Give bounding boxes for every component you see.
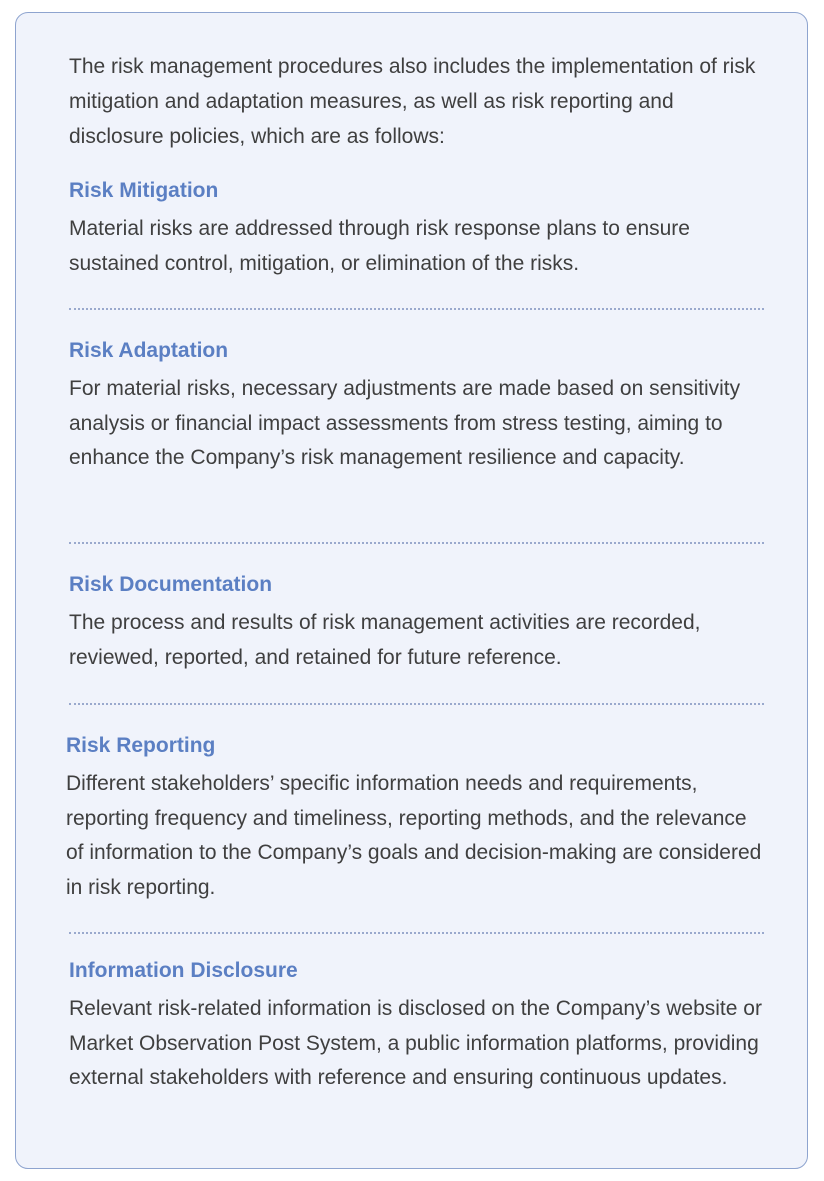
section-divider bbox=[69, 542, 764, 544]
section-title: Risk Documentation bbox=[69, 573, 273, 596]
section-title: Risk Mitigation bbox=[69, 179, 219, 202]
section-title: Risk Reporting bbox=[66, 734, 216, 757]
section-information-disclosure bbox=[69, 957, 769, 1096]
risk-procedures-panel bbox=[15, 12, 808, 1169]
section-body: The process and results of risk management activities are recorded, reviewed, reported, and retained for future reference. bbox=[69, 611, 701, 669]
section-divider bbox=[69, 932, 764, 934]
intro-paragraph: The risk management procedures also includes the implementation of risk mitigation and adaptation measures, as well as risk reporting and disclosure policies, which are as follows: bbox=[69, 55, 756, 148]
section-risk-reporting bbox=[66, 732, 766, 905]
section-risk-mitigation bbox=[69, 177, 769, 281]
section-title: Risk Adaptation bbox=[69, 339, 229, 362]
section-risk-documentation bbox=[69, 571, 769, 675]
section-title: Information Disclosure bbox=[69, 959, 298, 982]
section-body: For material risks, necessary adjustments are made based on sensitivity analysis or financial impact assessments from stress testing, aiming to enhance the Company’s risk management resilience and capacity. bbox=[69, 377, 741, 469]
section-risk-adaptation bbox=[69, 337, 769, 476]
section-divider bbox=[69, 703, 764, 705]
section-body: Material risks are addressed through risk response plans to ensure sustained control, mitigation, or elimination of the risks. bbox=[69, 217, 690, 275]
section-body: Relevant risk-related information is disclosed on the Company’s website or Market Observation Post System, a public information platforms, providing external stakeholders with reference and ensuring continuous updates. bbox=[69, 997, 762, 1089]
section-divider bbox=[69, 308, 764, 310]
section-body: Different stakeholders’ specific information needs and requirements, reporting frequency and timeliness, reporting methods, and the relevance of information to the Company’s goals and decision-making are considered in risk reporting. bbox=[66, 772, 762, 899]
